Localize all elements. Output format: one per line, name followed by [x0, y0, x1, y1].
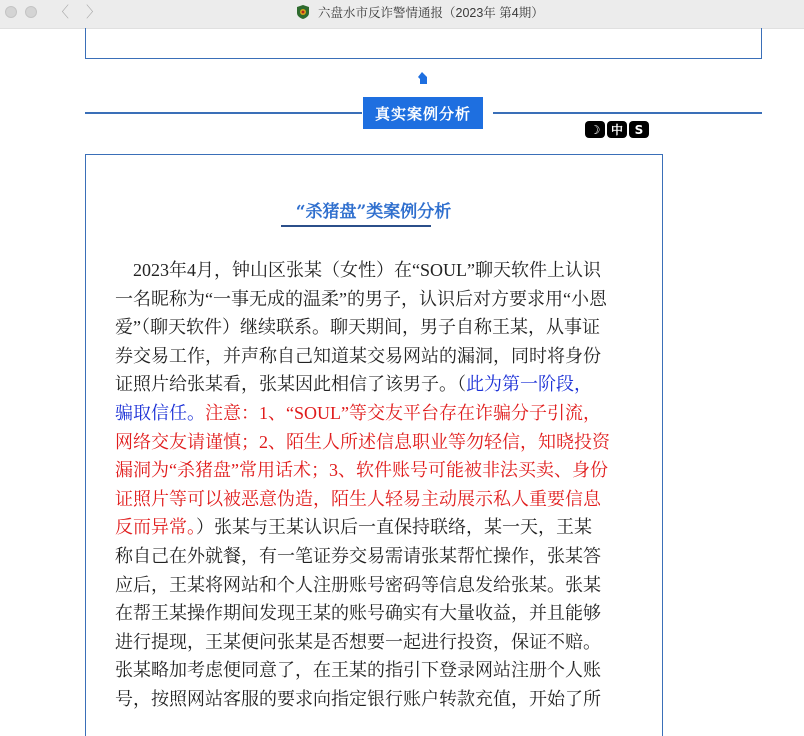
article-body — [115, 256, 635, 714]
body-text: 张某略加考虑便同意了，在王某的指引下登录网站注册个人账 — [115, 660, 601, 681]
article-line — [115, 571, 635, 600]
body-text: 称自己在外就餐，有一笔证券交易需请张某帮忙操作，张某答 — [115, 545, 601, 566]
body-text: 在帮王某操作期间发现王某的账号确实有大量收益，并且能够 — [115, 603, 601, 624]
previous-section-box — [85, 28, 762, 59]
article-line — [115, 513, 635, 542]
chinese-input-icon[interactable]: 中 — [607, 121, 627, 138]
window-title — [297, 3, 544, 21]
section-divider-right — [493, 112, 762, 114]
article-line — [115, 428, 635, 457]
body-text: 应后，王某将网站和个人注册账号密码等信息发给张某。张某 — [115, 574, 601, 595]
body-text: 进行提现，王某便问张某是否想要一起进行投资，保证不赔。 — [115, 631, 601, 652]
section-title-badge: 真实案例分析 — [363, 97, 483, 129]
section-divider-left — [85, 112, 362, 114]
body-text: 2023年4月，钟山区张某（女性）在“SOUL”聊天软件上认识 — [115, 260, 601, 280]
article-line — [115, 685, 635, 714]
body-text: ）张某与王某认识后一直保持联络，某一天，王某 — [196, 517, 592, 538]
article-line — [115, 370, 635, 399]
window-minimize-button[interactable] — [25, 6, 37, 18]
forward-button[interactable]: 〉 — [86, 3, 102, 21]
article-line — [115, 342, 635, 371]
body-text: 号，按照网站客服的要求向指定银行账户转款充值，开始了所 — [115, 688, 601, 709]
article-title: “杀猪盘”类案例分析 — [295, 202, 452, 222]
warning-text: 反而异常。 — [115, 517, 196, 538]
warning-text: 证照片等可以被恶意伪造，陌生人轻易主动展示私人重要信息 — [115, 488, 601, 509]
input-method-toolbar — [585, 121, 649, 138]
sogou-icon[interactable]: S — [629, 121, 649, 138]
police-badge-icon — [297, 5, 309, 19]
article-title-underline — [281, 225, 431, 227]
article-line — [115, 599, 635, 628]
body-text: 爱”（聊天软件）继续联系。聊天期间，男子自称王某，从事证 — [115, 317, 600, 338]
article-line — [115, 313, 635, 342]
window-title-text: 六盘水市反诈警情通报（2023年 第4期） — [318, 6, 544, 20]
body-text: 证照片给张某看，张某因此相信了该男子。（ — [115, 374, 466, 395]
window-close-button[interactable] — [5, 6, 17, 18]
article-line — [115, 256, 635, 285]
warning-text: 网络交友请谨慎；2、陌生人所述信息职业等勿轻信，知晓投资 — [115, 431, 610, 452]
arrow-up-icon[interactable] — [416, 71, 428, 85]
article-line — [115, 399, 635, 428]
body-text: 一名昵称为“一事无成的温柔”的男子，认识后对方要求用“小恩 — [115, 288, 607, 309]
article-line — [115, 285, 635, 314]
article-line — [115, 542, 635, 571]
article-line — [115, 456, 635, 485]
stage-note-text: 此为第一阶段， — [466, 374, 592, 395]
body-text: 券交易工作，并声称自己知道某交易网站的漏洞，同时将身份 — [115, 345, 601, 366]
back-button[interactable]: 〈 — [54, 3, 70, 21]
window-titlebar — [0, 0, 804, 29]
article-line — [115, 628, 635, 657]
article-line — [115, 485, 635, 514]
article-line — [115, 656, 635, 685]
warning-text: 漏洞为“杀猪盘”常用话术；3、软件账号可能被非法买卖、身份 — [115, 460, 608, 481]
night-mode-icon[interactable]: ☽ — [585, 121, 605, 138]
warning-text: 注意：1、“SOUL”等交友平台存在诈骗分子引流， — [205, 402, 601, 423]
stage-note-text: 骗取信任。 — [115, 402, 205, 423]
